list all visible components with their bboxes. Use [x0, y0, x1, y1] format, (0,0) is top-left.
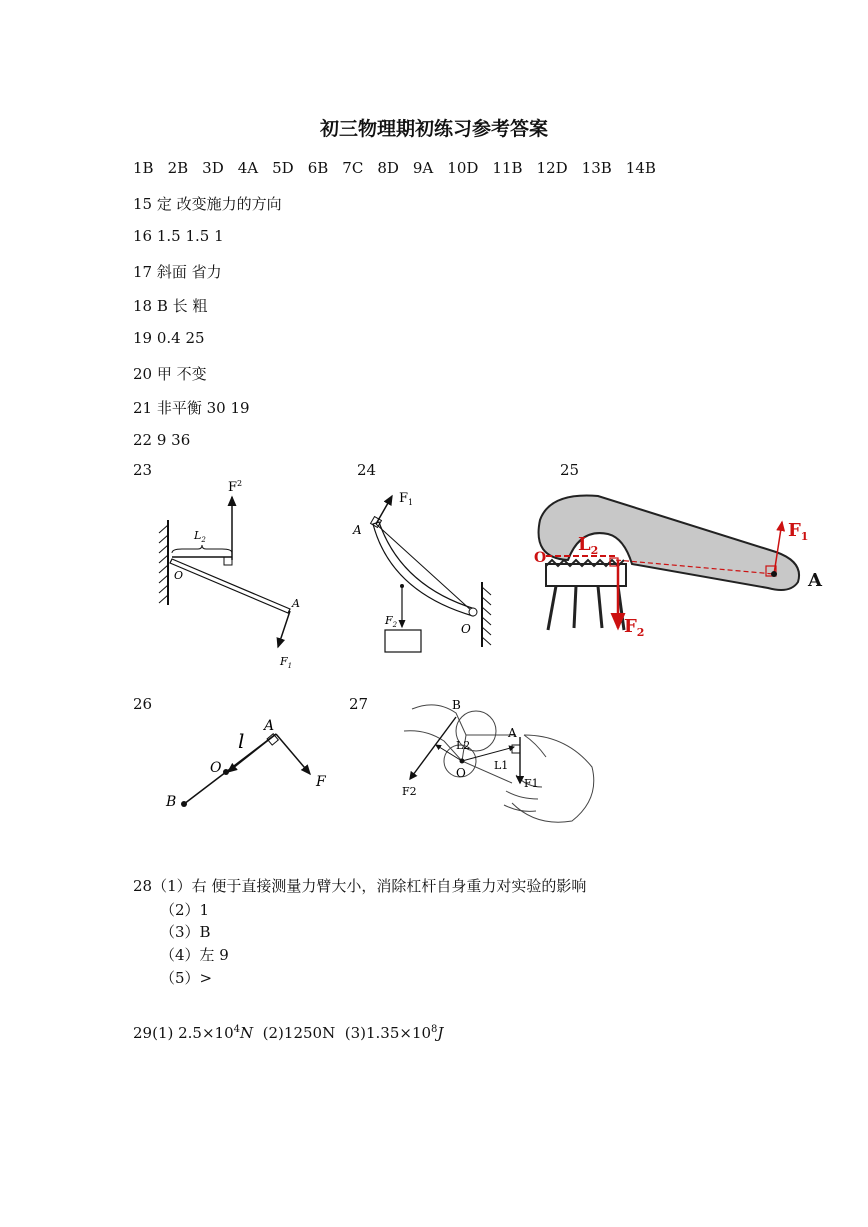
figure-27-pliers-hand-diagram	[396, 695, 606, 830]
wall-hatching	[482, 587, 491, 645]
force-f-arrow	[276, 734, 310, 774]
figure-number-24: 24	[357, 461, 377, 479]
f1-arrow	[278, 611, 290, 647]
answer-22: 22 9 36	[133, 431, 191, 449]
arm-arrow	[228, 734, 276, 772]
mcq-answer: 3D	[202, 159, 224, 177]
bottle-neck	[546, 560, 626, 630]
label-a: A	[808, 570, 822, 591]
label-f1: F1	[524, 777, 539, 790]
label-a: A	[353, 523, 362, 537]
answer-29-prefix: 29(1) 2.5×10	[133, 1024, 234, 1042]
label-o: O	[210, 760, 222, 776]
mcq-answer: 5D	[272, 159, 294, 177]
label-f2: F2	[402, 785, 417, 798]
point-a	[771, 571, 777, 577]
pivot-o	[460, 759, 465, 764]
label-f2: $F_2$	[624, 616, 645, 639]
l2-brace	[172, 545, 232, 553]
label-a: A	[292, 597, 300, 610]
hand-outline	[504, 735, 594, 822]
point-b	[181, 801, 187, 807]
answer-28-part-2: （2）1	[160, 901, 210, 919]
mcq-answer: 14B	[625, 159, 656, 177]
label-o: O	[456, 766, 466, 780]
answer-15: 15 定 改变施力的方向	[133, 195, 282, 213]
label-l2: L2	[456, 739, 471, 752]
answer-28-part-3: （3）B	[160, 923, 211, 941]
answer-16: 16 1.5 1.5 1	[133, 227, 224, 245]
rod-bo	[184, 772, 226, 804]
mcq-answers	[133, 159, 670, 177]
answer-28-part-4: （4）左 9	[160, 946, 229, 964]
mcq-answer: 12D	[536, 159, 568, 177]
label-f1: $F_1$	[280, 655, 293, 670]
answer-20: 20 甲 不变	[133, 365, 207, 383]
answer-29-unit2: J	[437, 1024, 444, 1042]
pivot	[469, 608, 477, 616]
label-b: B	[452, 698, 461, 712]
figure-number-26: 26	[133, 695, 153, 713]
label-f1: $F_1$	[788, 520, 809, 543]
answer-28-header: 28（1）右 便于直接测量力臂大小，消除杠杆自身重力对实验的影响	[133, 877, 587, 895]
mcq-answer: 4A	[237, 159, 259, 177]
answer-29	[133, 1024, 443, 1042]
label-l: l	[238, 729, 245, 753]
label-f1: $F_1$	[399, 491, 414, 507]
figure-25-bottle-opener-diagram	[528, 488, 830, 640]
mcq-answer: 6B	[307, 159, 329, 177]
label-f: F	[316, 774, 326, 790]
answer-29-mid: (2)1250N (3)1.35×10	[253, 1024, 432, 1042]
figure-23-lever-diagram	[150, 475, 320, 670]
label-l1: L1	[494, 759, 509, 772]
mcq-answer: 8D	[377, 159, 399, 177]
mcq-answer: 9A	[412, 159, 434, 177]
label-b: B	[166, 794, 177, 810]
answer-29-exp1: 4	[233, 1024, 240, 1035]
lever-rod	[170, 559, 290, 613]
label-f2: $F^2$	[228, 479, 243, 495]
mcq-answer: 11B	[492, 159, 523, 177]
answer-28-part-5: （5）>	[160, 969, 213, 987]
right-angle-mark	[224, 557, 232, 565]
right-angle-mark	[512, 745, 520, 753]
answer-17: 17 斜面 省力	[133, 263, 222, 281]
label-l2: $L_2$	[194, 529, 206, 544]
label-a: A	[508, 726, 517, 740]
mcq-answer: 1B	[133, 159, 154, 177]
figure-number-23: 23	[133, 461, 153, 479]
answer-19: 19 0.4 25	[133, 329, 205, 347]
page-title: 初三物理期初练习参考答案	[319, 118, 548, 140]
lever-arm-line	[376, 524, 473, 612]
wall-hatching	[159, 525, 168, 603]
mcq-answer: 7C	[342, 159, 364, 177]
label-o: O	[174, 569, 184, 582]
mcq-answer: 2B	[167, 159, 189, 177]
answer-29-unit1: N	[240, 1024, 254, 1042]
figure-24-crowbar-diagram	[345, 482, 505, 657]
label-f2: $F_2$	[385, 614, 398, 629]
mcq-answer: 13B	[581, 159, 612, 177]
label-l2: $L_2$	[578, 534, 599, 557]
f1-arrow	[376, 496, 392, 524]
f2-arrow	[410, 717, 456, 779]
load-block	[385, 630, 421, 652]
curved-lever	[373, 522, 475, 616]
mcq-answer: 10D	[447, 159, 479, 177]
point-o	[223, 769, 229, 775]
label-o: O	[461, 622, 471, 636]
figure-number-27: 27	[349, 695, 369, 713]
answer-21: 21 非平衡 30 19	[133, 399, 250, 417]
label-a: A	[264, 718, 275, 734]
label-o: O	[534, 550, 547, 566]
figure-26-force-arm-diagram	[160, 712, 340, 812]
figure-number-25: 25	[560, 461, 580, 479]
answer-29-exp2: 8	[431, 1024, 438, 1035]
answer-18: 18 B 长 粗	[133, 297, 208, 315]
